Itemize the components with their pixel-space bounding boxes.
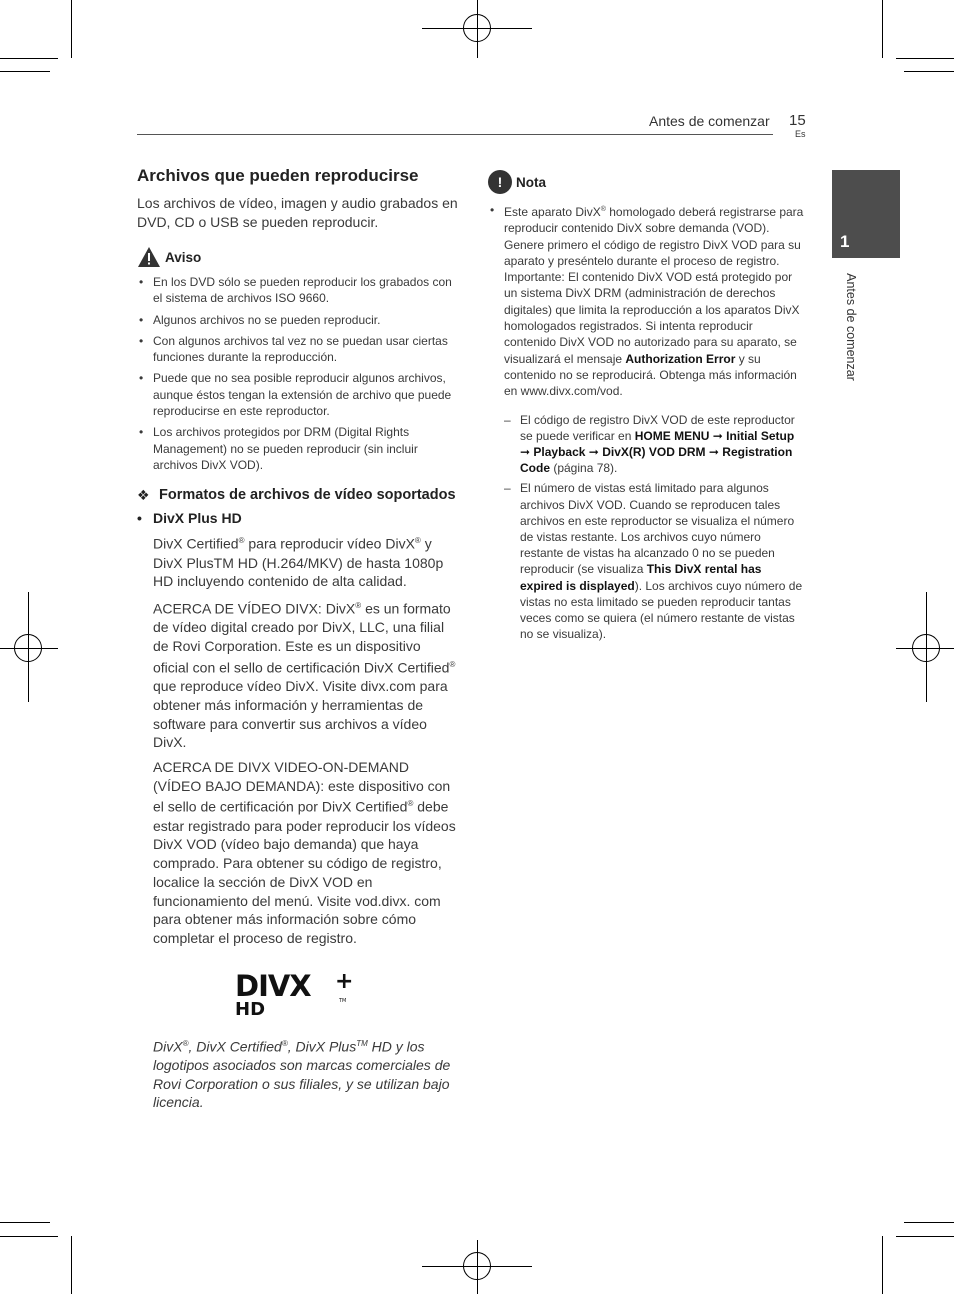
formats-heading (137, 485, 459, 506)
section-title: Archivos que pueden reproducirse (137, 166, 419, 185)
page-number: 15 (789, 112, 806, 129)
aviso-list (137, 274, 459, 473)
aviso-callout (137, 246, 459, 268)
right-column (488, 170, 806, 646)
list-item: – El código de registro DivX VOD de este reproductor se puede verificar en HOME MENU ➞ Initial Setup ➞ Playback ➞ DivX(R) VOD DRM ➞ Registration Code (página 78). (488, 412, 806, 477)
divx-certified-paragraph: DivX Certified® para reproducir vídeo DivX® y DivX PlusTM HD (H.264/MKV) de hasta 1080p HD incluyendo contenido de alta calidad. (153, 535, 444, 590)
list-item: • Puede que no sea posible reproducir algunos archivos, aunque éstos tengan la extensión de archivo que puede reproducirse en este reproductor. (137, 370, 459, 419)
list-item: • En los DVD sólo se pueden reproducir los grabados con el sistema de archivos ISO 9660. (137, 274, 459, 307)
divx-plus-hd-logo (235, 968, 360, 1016)
nota-title: Nota (516, 174, 546, 190)
running-header-title: Antes de comenzar (649, 113, 770, 129)
formats-heading-text: Formatos de archivos de vídeo soportados (159, 487, 456, 504)
svg-text:+: + (335, 968, 354, 994)
nota-list (488, 202, 806, 400)
nota-dash-list (488, 412, 806, 643)
about-divx-vod-paragraph: ACERCA DE DIVX VIDEO-ON-DEMAND (VÍDEO BAJO DEMANDA): este dispositivo con el sello de certificación por DivX Certified® debe estar registrado para poder reproducir los vídeos DivX VOD (vídeo bajo demanda) que haya comprado. Para obtener su código de registro, localice la sección de DivX VOD en funcionamiento del menú. Visite vod.divx. com para obtener más información sobre cómo completar el proceso de registro. (153, 758, 456, 946)
svg-text:DIVX: DIVX (235, 968, 311, 1003)
aviso-title: Aviso (165, 249, 202, 265)
left-column (137, 166, 459, 1112)
trademark-notice: DivX®, DivX Certified®, DivX Plus™ HD y los logotipos asociados son marcas comerciales de Rovi Corporation o sus filiales, y se utilizan bajo licencia. (153, 1038, 451, 1111)
list-item: • Con algunos archivos tal vez no se puedan usar ciertas funciones durante la reproducción. (137, 333, 459, 366)
language-code: Es (795, 129, 806, 139)
list-item: – El número de vistas está limitado para algunos archivos DivX VOD. Cuando se reproducen tales archivos en este reproductor se visualiza el número de vistas restante. Los archivos cuyo número restante de vistas ha alcanzado 0 no se pueden reproducir (se visualiza This DivX rental has expired is displayed). Los archivos cuyo número de vistas no esta limitado se pueden reproducir tantas veces como se quiera (el número restante de vistas no se visualiza). (488, 480, 806, 642)
chapter-number: 1 (840, 232, 850, 251)
about-divx-video-paragraph: ACERCA DE VÍDEO DIVX: DivX® es un formato de vídeo digital creado por DivX, LLC, una filial de Rovi Corporation. Este es un dispositivo oficial con el sello de certificación DivX Certified® que reproduce vídeo DivX. Visite divx.com para obtener más información y herramientas de software para convertir sus archivos a vídeo DivX. (153, 600, 456, 751)
divx-plus-hd-heading: • DivX Plus HD (137, 510, 242, 527)
nota-callout (488, 170, 806, 194)
svg-text:HD: HD (235, 998, 266, 1016)
diamond-icon: ❖ (137, 487, 150, 504)
header-rule (137, 134, 773, 135)
list-item: • Algunos archivos no se pueden reproducir. (137, 312, 459, 328)
svg-text:TM: TM (339, 997, 347, 1004)
exclamation-icon: ! (488, 170, 512, 194)
list-item: • Los archivos protegidos por DRM (Digital Rights Management) no se pueden reproducir (sin incluir archivos DivX VOD). (137, 424, 459, 473)
intro-paragraph: Los archivos de vídeo, imagen y audio grabados en DVD, CD o USB se pueden reproducir. (137, 195, 458, 230)
chapter-tab-label: Antes de comenzar (844, 273, 858, 381)
divx-plus-hd-text: DivX Plus HD (153, 510, 242, 527)
list-item: • Este aparato DivX® homologado deberá registrarse para reproducir contenido DivX sobre demanda (VOD). Genere primero el código de registro DivX VOD para su aparato y preséntelo durante el proceso de registro. Importante: El contenido DivX VOD está protegido por un sistema DivX DRM (administración de derechos digitales) que limita la reproducción a los aparatos DivX homologados registrados. Si intenta reproducir contenido DivX VOD no autorizado para su aparato, se visualizará el mensaje Authorization Error y su contenido no se reproducirá. Obtenga más información en www.divx.com/vod. (488, 202, 806, 400)
warning-icon (137, 246, 161, 268)
